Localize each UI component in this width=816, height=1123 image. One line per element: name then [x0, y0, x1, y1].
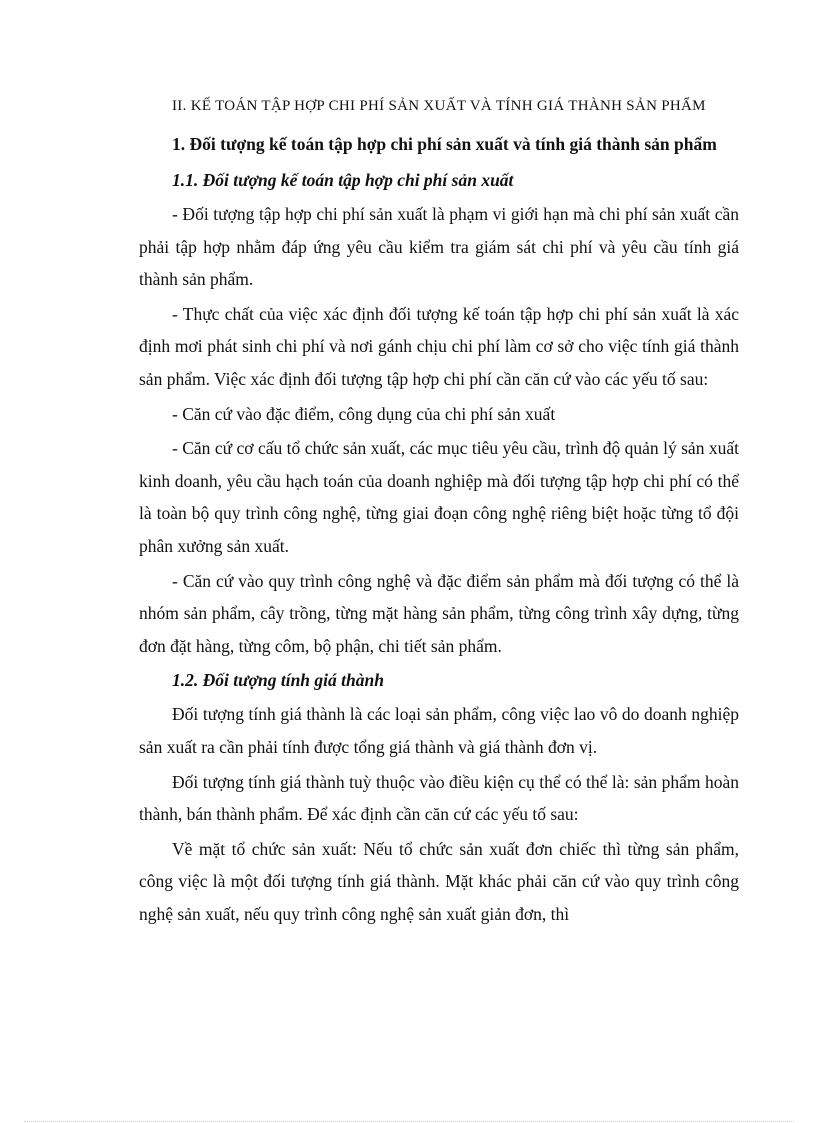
- heading-1-2: 1.2. Đối tượng tính giá thành: [172, 670, 384, 691]
- document-page: [139, 92, 739, 932]
- paragraph: - Thực chất của việc xác định đối tượng kế toán tập hợp chi phí sản xuất là xác định mơi phát sinh chi phí và nơi gánh chịu chi phí làm cơ sở cho việc tính giá thành sản phẩm. Việc xác định đối tượng tập hợp chi phí cần căn cứ vào các yếu tố sau:: [139, 303, 739, 389]
- page-bottom-divider: [24, 1121, 794, 1122]
- heading-1-1: 1.1. Đối tượng kế toán tập hợp chi phí sản xuất: [172, 170, 514, 190]
- paragraph: Về mặt tổ chức sản xuất: Nếu tổ chức sản xuất đơn chiếc thì từng sản phẩm, công việc là một đối tượng tính giá thành. Mặt khác phải căn cứ vào quy trình công nghệ sản xuất, nếu quy trình công nghệ sản xuất giản đơn, thì: [139, 838, 739, 924]
- paragraph: - Căn cứ vào quy trình công nghệ và đặc điểm sản phẩm mà đối tượng có thể là nhóm sản phẩm, cây trồng, từng mặt hàng sản phẩm, từng công trình xây dựng, từng đơn đặt hàng, từng côm, bộ phận, chi tiết sản phẩm.: [139, 570, 739, 656]
- heading-1: 1. Đối tượng kế toán tập hợp chi phí sản xuất và tính giá thành sản phẩm: [172, 134, 717, 154]
- paragraph: - Đối tượng tập hợp chi phí sản xuất là phạm vi giới hạn mà chi phí sản xuất cần phải tập hợp nhằm đáp ứng yêu cầu kiểm tra giám sát chi phí và yêu cầu tính giá thành sản phẩm.: [139, 204, 739, 290]
- paragraph: - Căn cứ vào đặc điểm, công dụng của chi phí sản xuất: [172, 403, 556, 424]
- paragraph: Đối tượng tính giá thành tuỳ thuộc vào điều kiện cụ thể có thể là: sản phẩm hoàn thành, bán thành phẩm. Để xác định cần căn cứ các yếu tố sau:: [139, 771, 739, 825]
- section-title: II. KẾ TOÁN TẬP HỢP CHI PHÍ SẢN XUẤT VÀ TÍNH GIÁ THÀNH SẢN PHẨM: [172, 98, 706, 114]
- paragraph: - Căn cứ cơ cấu tổ chức sản xuất, các mục tiêu yêu cầu, trình độ quản lý sản xuất kinh doanh, yêu cầu hạch toán của doanh nghiệp mà đối tượng tập hợp chi phí có thể là toàn bộ quy trình công nghệ, từng giai đoạn công nghệ riêng biệt hoặc từng tổ đội phân xưởng sản xuất.: [139, 438, 739, 556]
- paragraph: Đối tượng tính giá thành là các loại sản phẩm, công việc lao vô do doanh nghiệp sản xuất ra cần phải tính được tổng giá thành và giá thành đơn vị.: [139, 704, 739, 757]
